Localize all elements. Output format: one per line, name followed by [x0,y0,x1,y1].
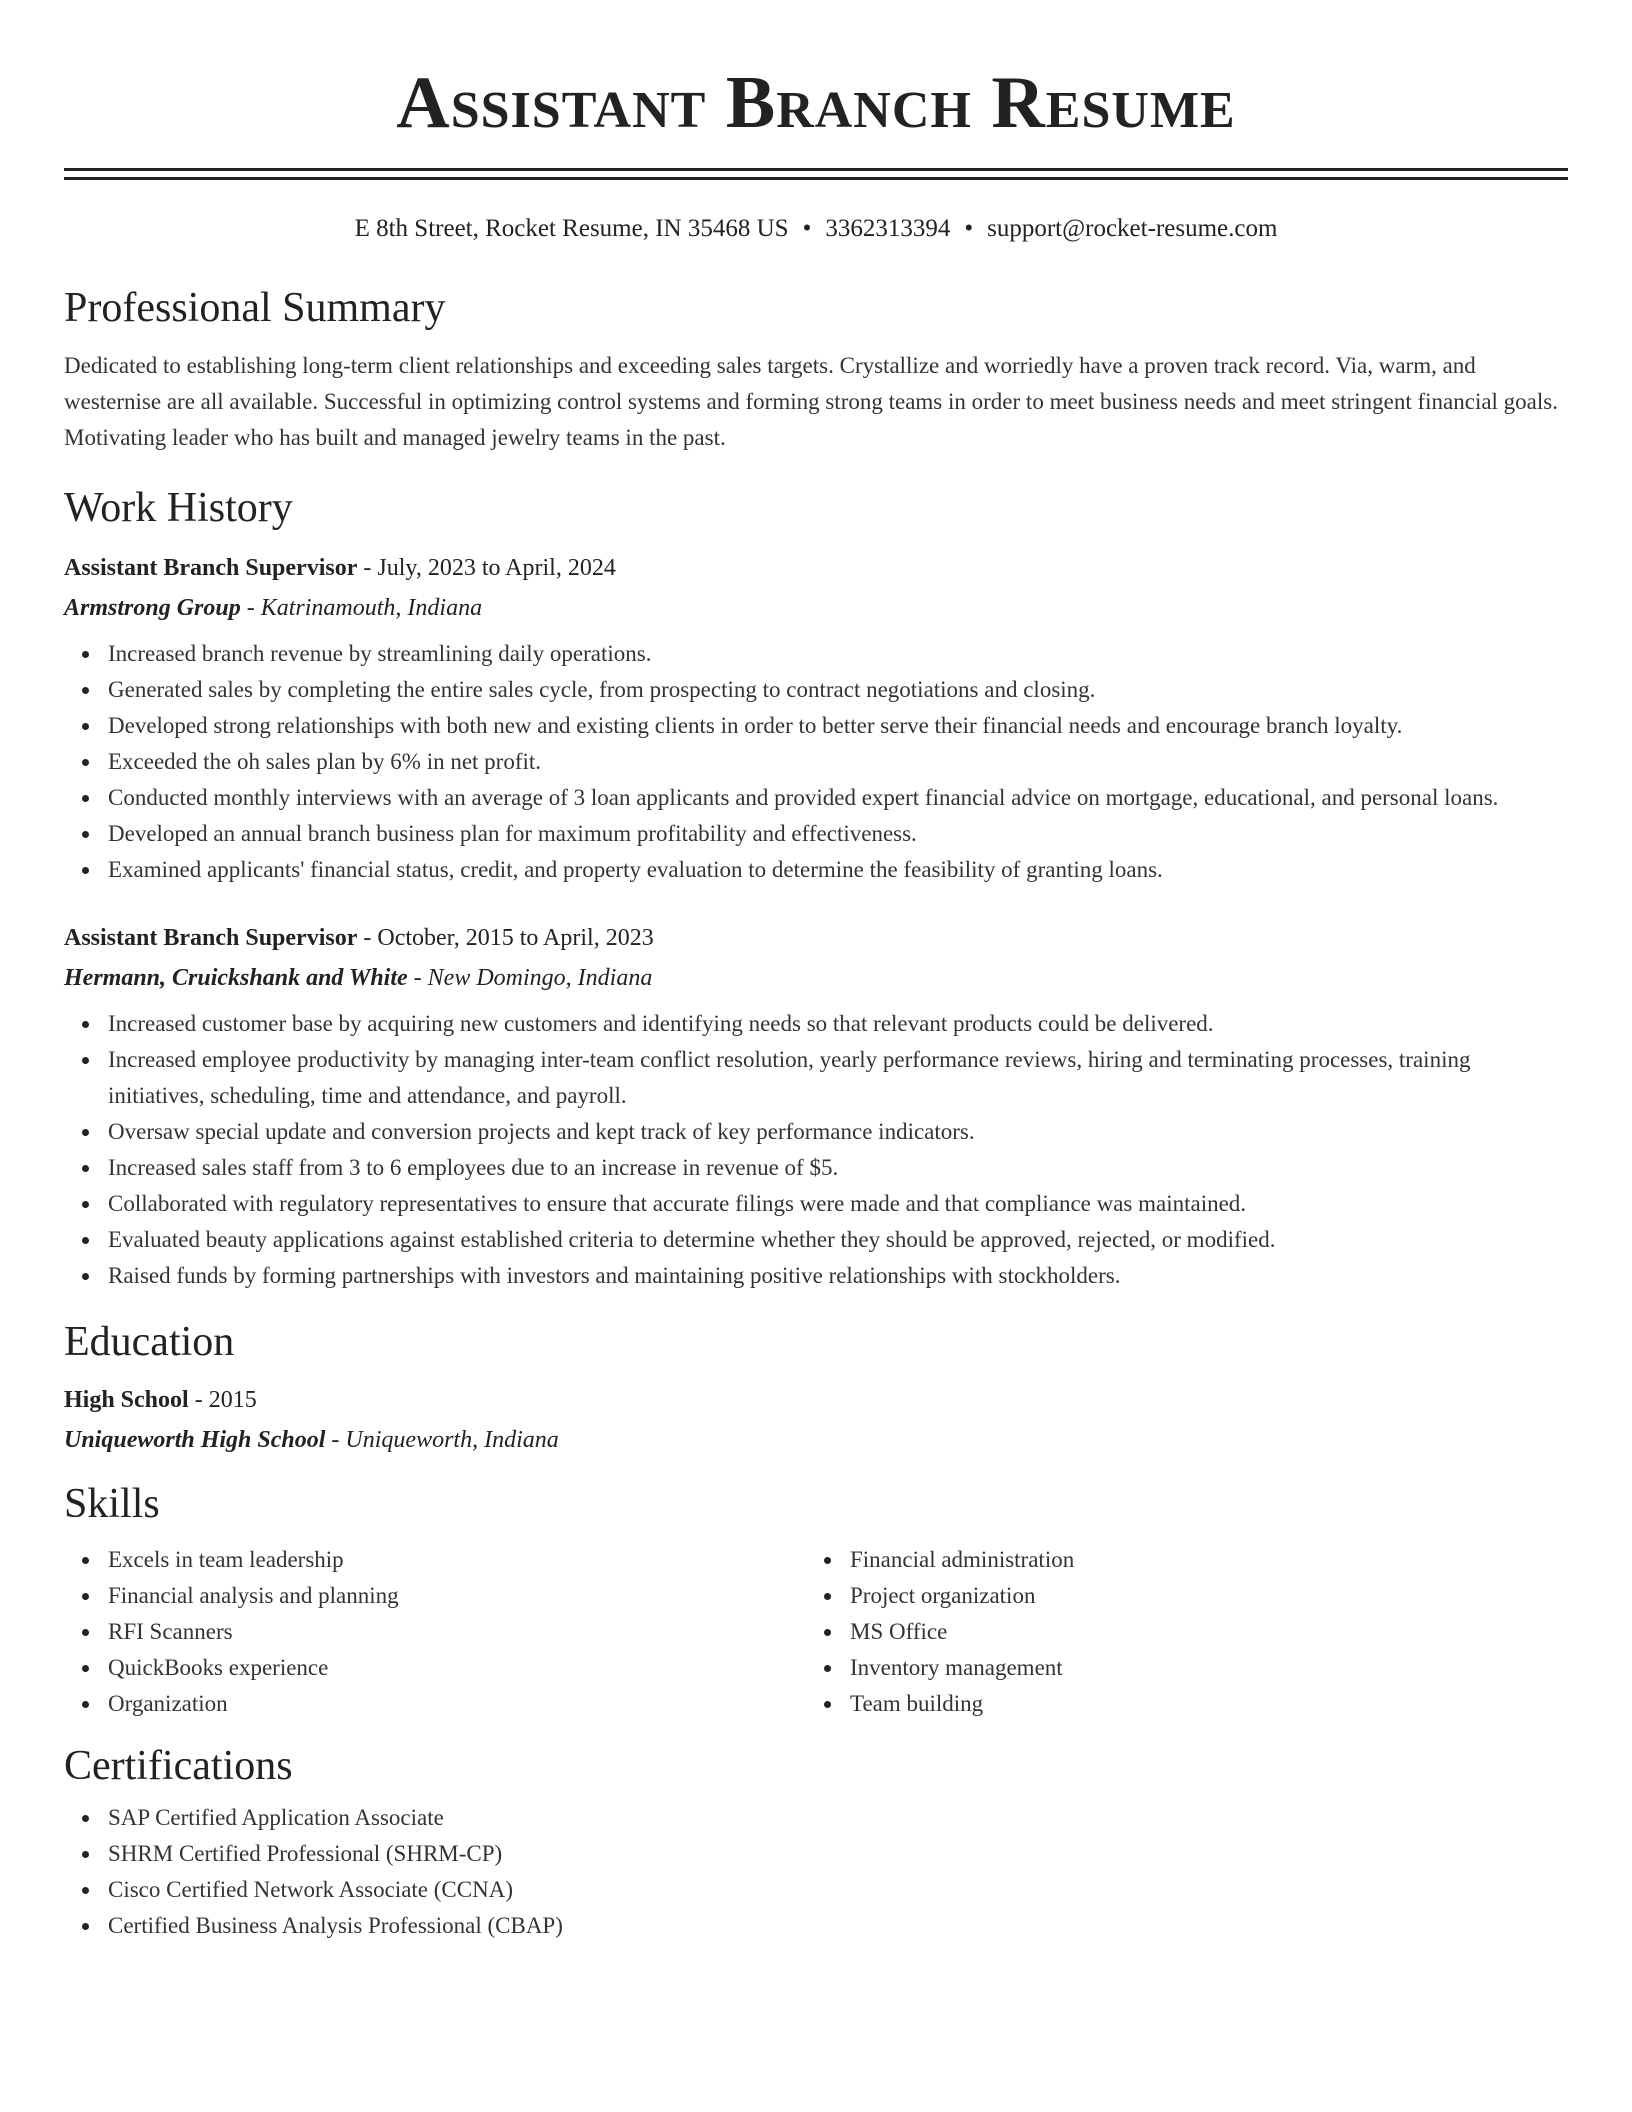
list-item [108,1042,1568,1114]
bullet-icon [824,1593,831,1600]
list-item [108,1650,806,1686]
skill-text: Financial analysis and planning [108,1583,399,1608]
skills-column-left [64,1542,806,1722]
job-company: Armstrong Group [64,595,241,621]
education-school-line [64,1420,1568,1460]
certification-text: SHRM Certified Professional (SHRM-CP) [108,1841,503,1866]
skills-heading: Skills [64,1481,160,1527]
bullet-icon [824,1629,831,1636]
bullet-icon [82,1851,89,1858]
education-school: Uniqueworth High School [64,1427,326,1453]
skills-list [64,1542,1568,1722]
job-dates: - July, 2023 to April, 2024 [357,555,616,581]
job-bullets [64,636,1568,888]
bullet-icon [82,1021,89,1028]
contact-address: E 8th Street, Rocket Resume, IN 35468 US [354,215,789,242]
summary-heading: Professional Summary [64,285,446,331]
list-item-text: Increased employee productivity by managing inter-team conflict resolution, yearly performance reviews, hiring and terminating processes, training initiatives, scheduling, time and attendance, and payroll. [108,1047,1471,1108]
bullet-icon [82,1815,89,1822]
job-company: Hermann, Cruickshank and White [64,965,408,991]
bullet-icon [824,1557,831,1564]
list-item [108,1150,1568,1186]
list-item [108,708,1568,744]
skill-text: Team building [850,1691,984,1716]
skill-text: QuickBooks experience [108,1655,329,1680]
job-entry [64,918,1568,1294]
list-item [108,1872,1568,1908]
bullet-icon [82,867,89,874]
bullet-icon [82,1701,89,1708]
bullet-icon [82,759,89,766]
job-location: - Katrinamouth, Indiana [240,595,483,621]
bullet-icon [82,1057,89,1064]
job-company-line [64,958,1568,998]
job-title: Assistant Branch Supervisor [64,925,358,951]
skill-text: Inventory management [850,1655,1063,1680]
education-year: - 2015 [188,1387,257,1413]
list-item [108,1614,806,1650]
skill-text: RFI Scanners [108,1619,233,1644]
education-entry [64,1380,1568,1460]
job-entry [64,548,1568,888]
education-degree-line [64,1380,1568,1420]
job-title: Assistant Branch Supervisor [64,555,358,581]
summary-text: Dedicated to establishing long-term client relationships and exceeding sales targets. Crystallize and worriedly have a proven track record. Via, warm, and westernise are all available. Successful in optimizing control systems and forming strong teams in order to meet business needs and meet stringent financial goals. Motivating leader who has built and managed jewelry teams in the past. [64,353,1558,450]
bullet-icon [824,1665,831,1672]
bullet-icon [82,1165,89,1172]
bullet-icon [82,1273,89,1280]
list-item [108,1908,1568,1944]
list-item-text: Examined applicants' financial status, credit, and property evaluation to determine the feasibility of granting loans. [108,857,1163,882]
list-item [108,1114,1568,1150]
bullet-icon [82,1201,89,1208]
education-degree: High School [64,1387,189,1413]
bullet-icon [82,1557,89,1564]
job-bullets [64,1006,1568,1294]
list-item [108,672,1568,708]
list-item [850,1650,1548,1686]
list-item [108,636,1568,672]
skill-text: Organization [108,1691,228,1716]
list-item [850,1542,1548,1578]
certification-text: Certified Business Analysis Professional (CBAP) [108,1913,563,1938]
certifications-list [64,1800,1568,1944]
certifications-heading: Certifications [64,1743,293,1789]
list-item [108,1186,1568,1222]
list-item-text: Increased customer base by acquiring new customers and identifying needs so that relevant products could be delivered. [108,1011,1214,1036]
list-item-text: Collaborated with regulatory representatives to ensure that accurate filings were made and that compliance was maintained. [108,1191,1247,1216]
bullet-icon [82,1129,89,1136]
list-item-text: Conducted monthly interviews with an average of 3 loan applicants and provided expert financial advice on mortgage, educational, and personal loans. [108,785,1499,810]
skill-text: Project organization [850,1583,1036,1608]
bullet-icon [82,1629,89,1636]
bullet-icon [82,1887,89,1894]
skills-bullets-left [64,1542,806,1722]
job-location: - New Domingo, Indiana [407,965,653,991]
list-item [850,1686,1548,1722]
job-company-line [64,588,1568,628]
list-item [108,1800,1568,1836]
work-history-heading: Work History [64,485,293,531]
job-title-line [64,548,1568,588]
list-item-text: Developed strong relationships with both new and existing clients in order to better serve their financial needs and encourage branch loyalty. [108,713,1403,738]
list-item-text: Increased branch revenue by streamlining daily operations. [108,641,652,666]
contact-email: support@rocket-resume.com [987,215,1278,242]
list-item [108,852,1568,888]
list-item [108,1836,1568,1872]
list-item-text: Evaluated beauty applications against established criteria to determine whether they should be approved, rejected, or modified. [108,1227,1276,1252]
list-item [108,1222,1568,1258]
bullet-icon [82,1923,89,1930]
certification-text: SAP Certified Application Associate [108,1805,444,1830]
list-item [108,816,1568,852]
title-divider [64,168,1568,180]
bullet-icon [82,723,89,730]
list-item [108,1542,806,1578]
bullet-icon [82,795,89,802]
page-title: Assistant Branch Resume [396,62,1236,144]
list-item-text: Developed an annual branch business plan for maximum profitability and effectiveness. [108,821,917,846]
list-item [108,1686,806,1722]
list-item-text: Raised funds by forming partnerships with investors and maintaining positive relationships with stockholders. [108,1263,1121,1288]
bullet-icon [82,1237,89,1244]
contact-separator: • [964,215,974,242]
bullet-icon [82,1665,89,1672]
skills-bullets-right [806,1542,1548,1722]
list-item [108,1258,1568,1294]
bullet-icon [82,1593,89,1600]
contact-line [64,212,1568,246]
contact-phone: 3362313394 [825,215,951,242]
list-item-text: Exceeded the oh sales plan by 6% in net profit. [108,749,542,774]
bullet-icon [82,687,89,694]
list-item [108,744,1568,780]
skills-column-right [806,1542,1548,1722]
list-item-text: Increased sales staff from 3 to 6 employees due to an increase in revenue of $5. [108,1155,839,1180]
bullet-icon [82,831,89,838]
list-item-text: Generated sales by completing the entire sales cycle, from prospecting to contract negotiations and closing. [108,677,1096,702]
bullet-icon [82,651,89,658]
skill-text: Excels in team leadership [108,1547,344,1572]
list-item [108,780,1568,816]
certification-text: Cisco Certified Network Associate (CCNA) [108,1877,513,1902]
list-item [108,1006,1568,1042]
list-item-text: Oversaw special update and conversion projects and kept track of key performance indicators. [108,1119,975,1144]
education-location: - Uniqueworth, Indiana [325,1427,559,1453]
list-item [108,1578,806,1614]
education-heading: Education [64,1319,235,1365]
contact-separator: • [802,215,812,242]
job-dates: - October, 2015 to April, 2023 [357,925,654,951]
bullet-icon [824,1701,831,1708]
list-item [850,1614,1548,1650]
list-item [850,1578,1548,1614]
skill-text: MS Office [850,1619,948,1644]
skill-text: Financial administration [850,1547,1075,1572]
job-title-line [64,918,1568,958]
